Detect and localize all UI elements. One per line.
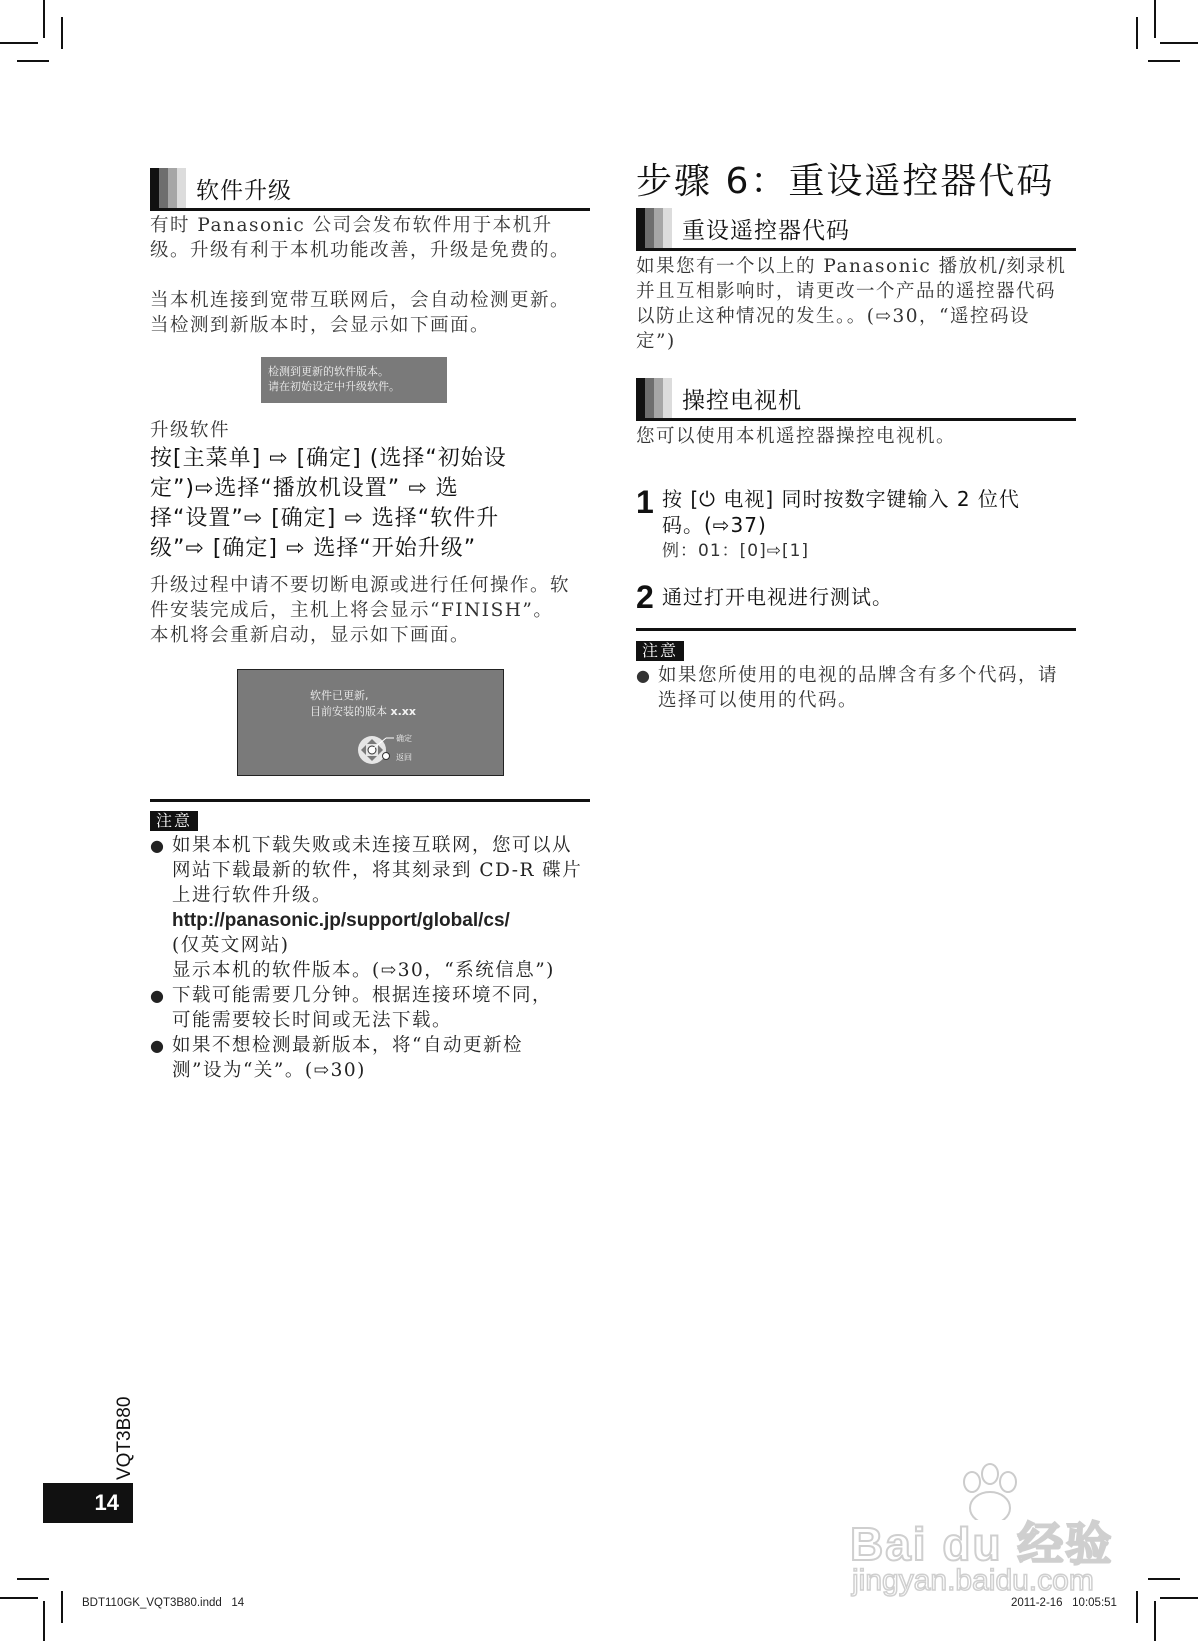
step-text: 码。(⇨37) xyxy=(662,513,767,537)
note-tag: 注意 xyxy=(636,641,684,661)
bullet-icon: ● xyxy=(150,1036,166,1055)
text-line: 以防止这种情况的发生。。(⇨30，“遥控码设 xyxy=(636,306,1030,327)
crop-mark xyxy=(61,17,63,49)
crop-mark xyxy=(1148,60,1180,62)
crop-mark xyxy=(1148,1578,1180,1580)
tv-control-intro: 您可以使用本机遥控器操控电视机。 xyxy=(636,426,957,447)
timestamp: 2011-2-16 10:05:51 xyxy=(1011,1597,1117,1609)
step-example: 例：01：[0]⇨[1] xyxy=(662,541,810,561)
section-title: 重设遥控器代码 xyxy=(682,217,850,244)
section-header-software-update xyxy=(150,168,590,211)
text-line: 如果您所使用的电视的品牌含有多个代码，请 xyxy=(658,665,1059,686)
intro-paragraph-2 xyxy=(150,288,590,338)
step-1 xyxy=(636,486,1096,564)
procedure-line: 择“设置”⇨ [确定] ⇨ 选择“软件升 xyxy=(150,506,500,531)
crop-mark xyxy=(1154,0,1156,38)
step-text: 通过打开电视进行测试。 xyxy=(662,585,893,609)
crop-mark xyxy=(1136,1591,1138,1623)
note-item xyxy=(150,1033,600,1083)
file-info: BDT110GK_VQT3B80.indd 14 xyxy=(82,1597,245,1609)
procedure-line: 按[主菜单] ⇨ [确定] (选择“初始设 xyxy=(150,446,507,471)
note-item xyxy=(150,833,600,983)
bullet-icon: ● xyxy=(636,666,652,685)
text-line: 上进行软件升级。 xyxy=(172,885,333,906)
page-number: 14 xyxy=(43,1483,133,1523)
screen-text xyxy=(310,704,416,720)
text-line: (仅英文网站) xyxy=(172,935,290,956)
note-section xyxy=(150,811,600,1083)
step-text: 按 [⏻ 电视] 同时按数字键输入 2 位代 xyxy=(662,487,1020,511)
note-item xyxy=(636,663,1086,713)
watermark-brand: Bai du 经验 xyxy=(850,1518,1114,1570)
divider xyxy=(150,799,590,802)
crop-mark xyxy=(43,0,45,38)
divider xyxy=(636,628,1076,631)
intro-paragraph-1 xyxy=(150,213,590,263)
text-line: 本机将会重新启动，显示如下画面。 xyxy=(150,625,471,646)
section-bars-icon xyxy=(636,208,672,248)
screen-message xyxy=(310,688,416,720)
bullet-icon: ● xyxy=(150,836,166,855)
text-line: 如果不想检测最新版本，将“自动更新检 xyxy=(172,1035,523,1056)
text-line: 选择可以使用的代码。 xyxy=(658,690,859,711)
procedure-line: 定”)⇨选择“播放机设置” ⇨ 选 xyxy=(150,476,459,501)
page-title: 步骤 6：重设遥控器代码 xyxy=(636,161,1055,202)
section-bars-icon xyxy=(150,168,186,208)
crop-mark xyxy=(1136,17,1138,49)
procedure-steps xyxy=(150,444,600,564)
step-number: 2 xyxy=(636,579,654,615)
tv-note-section xyxy=(636,641,1086,713)
text-line: 网站下载最新的软件，将其刻录到 CD-R 碟片 xyxy=(172,860,583,881)
ok-label: 确定 xyxy=(396,734,412,743)
doc-code-container xyxy=(112,1385,142,1480)
screen-text: 检测到更新的软件版本。 xyxy=(268,365,389,378)
procedure-line: 级”⇨ [确定] ⇨ 选择“开始升级” xyxy=(150,536,477,561)
section-title: 操控电视机 xyxy=(682,387,802,414)
screen-text: 软件已更新, xyxy=(310,689,369,702)
note-tag: 注意 xyxy=(150,811,198,831)
crop-mark xyxy=(61,1591,63,1623)
crop-mark xyxy=(17,1578,49,1580)
text-line: 如果您有一个以上的 Panasonic 播放机/刻录机 xyxy=(636,256,1067,277)
text-line: 件安装完成后，主机上将会显示“FINISH”。 xyxy=(150,600,554,621)
update-complete-screen xyxy=(237,669,504,776)
back-label: 返回 xyxy=(396,753,412,762)
section-header-reset-remote xyxy=(636,208,1076,251)
update-detected-screen xyxy=(261,357,447,403)
section-title: 软件升级 xyxy=(196,177,292,204)
note-item xyxy=(150,983,600,1033)
version-label: 目前安装的版本 xyxy=(310,705,387,718)
text-line: 如果本机下载失败或未连接互联网，您可以从 xyxy=(172,835,573,856)
text-line: 显示本机的软件版本。(⇨30，“系统信息”) xyxy=(172,960,555,981)
section-header-tv-control xyxy=(636,378,1076,421)
crop-mark xyxy=(0,1597,38,1599)
text-line: 有时 Panasonic 公司会发布软件用于本机升 xyxy=(150,215,553,236)
text-line: 升级过程中请不要切断电源或进行任何操作。软 xyxy=(150,575,571,596)
crop-mark xyxy=(1160,42,1198,44)
text-line: 定”) xyxy=(636,331,676,352)
procedure-label: 升级软件 xyxy=(150,420,231,441)
step-number: 1 xyxy=(636,484,654,520)
crop-mark xyxy=(43,1601,45,1641)
doc-code: VQT3B80 xyxy=(114,1396,135,1480)
version-value: x.xx xyxy=(390,705,416,718)
after-update-paragraph xyxy=(150,573,600,648)
text-line: 下载可能需要几分钟。根据连接环境不同， xyxy=(172,985,553,1006)
crop-mark xyxy=(1154,1601,1156,1641)
screen-text: 请在初始设定中升级软件。 xyxy=(268,380,400,393)
text-line: 测”设为“关”。(⇨30) xyxy=(172,1060,366,1081)
reset-remote-paragraph xyxy=(636,254,1086,354)
crop-mark xyxy=(0,42,38,44)
text-line: 可能需要较长时间或无法下载。 xyxy=(172,1010,453,1031)
baidu-watermark xyxy=(850,1460,1130,1600)
crop-mark xyxy=(1160,1597,1198,1599)
section-bars-icon xyxy=(636,378,672,418)
text-line: 级。升级有利于本机功能改善，升级是免费的。 xyxy=(150,240,571,261)
text-line: 当检测到新版本时，会显示如下画面。 xyxy=(150,315,491,336)
step-2 xyxy=(636,581,1096,613)
bullet-icon: ● xyxy=(150,986,166,1005)
support-url-link[interactable]: http://panasonic.jp/support/global/cs/ xyxy=(172,910,510,931)
watermark-url: jingyan.baidu.com xyxy=(852,1564,1094,1597)
crop-mark xyxy=(17,60,49,62)
text-line: 并且互相影响时，请更改一个产品的遥控器代码 xyxy=(636,281,1057,302)
text-line: 当本机连接到宽带互联网后，会自动检测更新。 xyxy=(150,290,571,311)
